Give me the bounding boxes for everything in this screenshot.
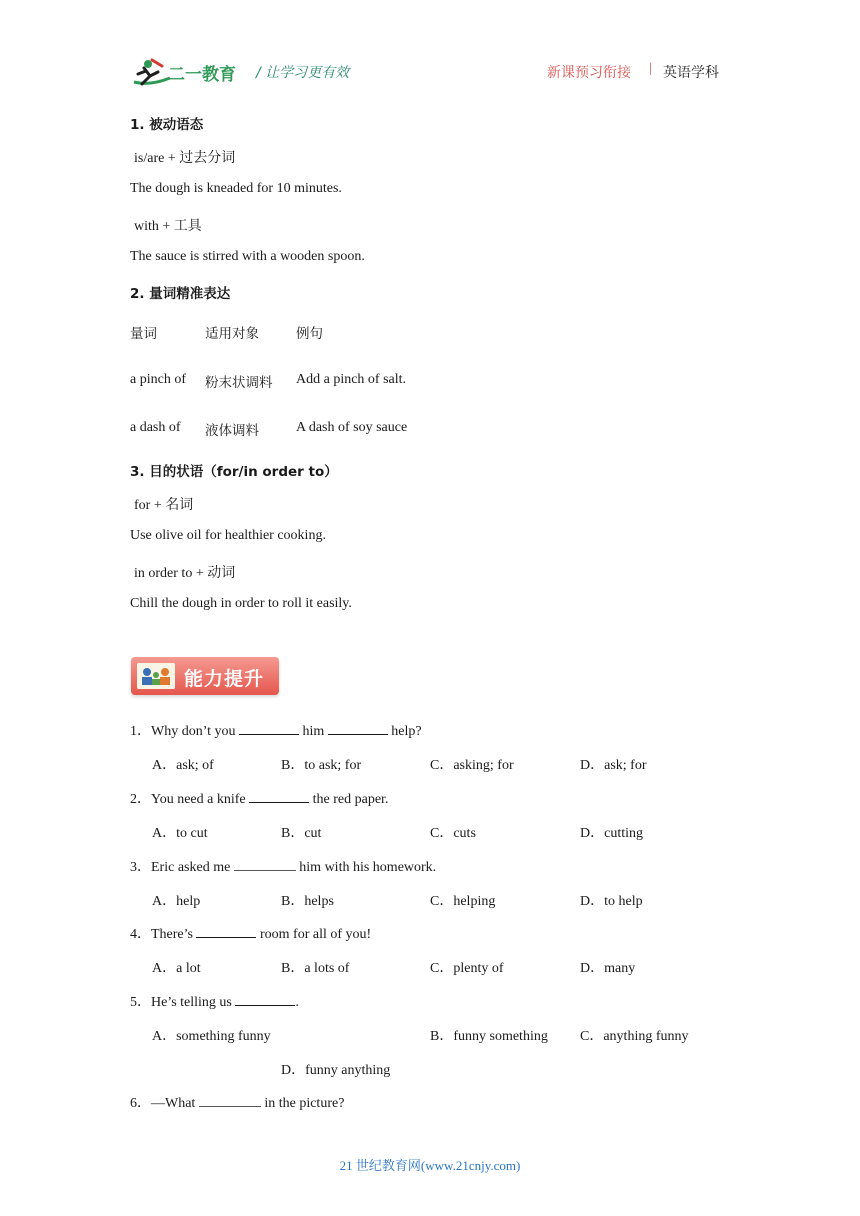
table-cell: a pinch of: [130, 372, 186, 387]
option-5d[interactable]: D．funny anything: [281, 1063, 391, 1078]
option-3d[interactable]: D．to help: [580, 894, 643, 909]
header-separator: |: [649, 61, 652, 76]
rule-for-noun: for + 名词: [134, 498, 194, 513]
option-4b[interactable]: B．a lots of: [281, 961, 350, 976]
question-6: 6．—What in the picture?: [130, 1096, 345, 1111]
option-1d[interactable]: D．ask; for: [580, 758, 647, 773]
option-3a[interactable]: A．help: [152, 894, 201, 909]
question-3: 3．Eric asked me him with his homework.: [130, 860, 437, 875]
section-title-passive: 1. 被动语态: [130, 117, 204, 133]
people-icon: [137, 663, 175, 689]
question-2: 2．You need a knife the red paper.: [130, 792, 389, 807]
option-2d[interactable]: D．cutting: [580, 826, 643, 841]
logo-text: 二一教育: [168, 65, 236, 85]
option-4c[interactable]: C．plenty of: [430, 961, 504, 976]
option-3b[interactable]: B．helps: [281, 894, 334, 909]
header-slogan: / 让学习更有效: [256, 65, 350, 81]
example-passive: The dough is kneaded for 10 minutes.: [130, 181, 342, 196]
option-2b[interactable]: B．cut: [281, 826, 322, 841]
example-with-tool: The sauce is stirred with a wooden spoon.: [130, 249, 365, 264]
question-5: 5．He’s telling us .: [130, 995, 299, 1010]
table-cell: a dash of: [130, 420, 181, 435]
option-1a[interactable]: A．ask; of: [152, 758, 214, 773]
example-in-order-to: Chill the dough in order to roll it easily.: [130, 596, 352, 611]
table-header-example: 例句: [296, 326, 323, 342]
option-2a[interactable]: A．to cut: [152, 826, 208, 841]
option-4a[interactable]: A．a lot: [152, 961, 201, 976]
option-5a[interactable]: A．something funny: [152, 1029, 271, 1044]
table-header-quantifier: 量词: [130, 326, 157, 342]
banner-title: 能力提升: [184, 668, 265, 690]
table-cell: 液体调料: [205, 423, 259, 439]
option-1b[interactable]: B．to ask; for: [281, 758, 362, 773]
page-footer: 21 世纪教育网(www.21cnjy.com): [339, 1158, 521, 1173]
section-banner: [131, 657, 279, 695]
option-5b[interactable]: B．funny something: [430, 1029, 548, 1044]
section-title-quantifiers: 2. 量词精准表达: [130, 286, 231, 302]
table-header-object: 适用对象: [205, 326, 259, 342]
option-3c[interactable]: C．helping: [430, 894, 496, 909]
header-course-title: 新课预习衔接: [547, 65, 631, 81]
table-cell: 粉末状调料: [205, 375, 273, 391]
site-logo: [130, 56, 240, 90]
rule-in-order-to: in order to + 动词: [134, 566, 236, 581]
example-for: Use olive oil for healthier cooking.: [130, 528, 326, 543]
question-4: 4．There’s room for all of you!: [130, 927, 372, 942]
question-1: 1．Why don’t you him help?: [130, 724, 422, 739]
section-title-purpose: 3. 目的状语（for/in order to）: [130, 464, 338, 480]
option-4d[interactable]: D．many: [580, 961, 636, 976]
option-5c[interactable]: C．anything funny: [580, 1029, 689, 1044]
table-cell: Add a pinch of salt.: [296, 372, 407, 387]
header-subject: 英语学科: [663, 65, 719, 81]
rule-with-tool: with + 工具: [134, 219, 202, 234]
option-2c[interactable]: C．cuts: [430, 826, 476, 841]
table-cell: A dash of soy sauce: [296, 420, 408, 435]
rule-passive: is/are + 过去分词: [134, 151, 236, 166]
option-1c[interactable]: C．asking; for: [430, 758, 514, 773]
